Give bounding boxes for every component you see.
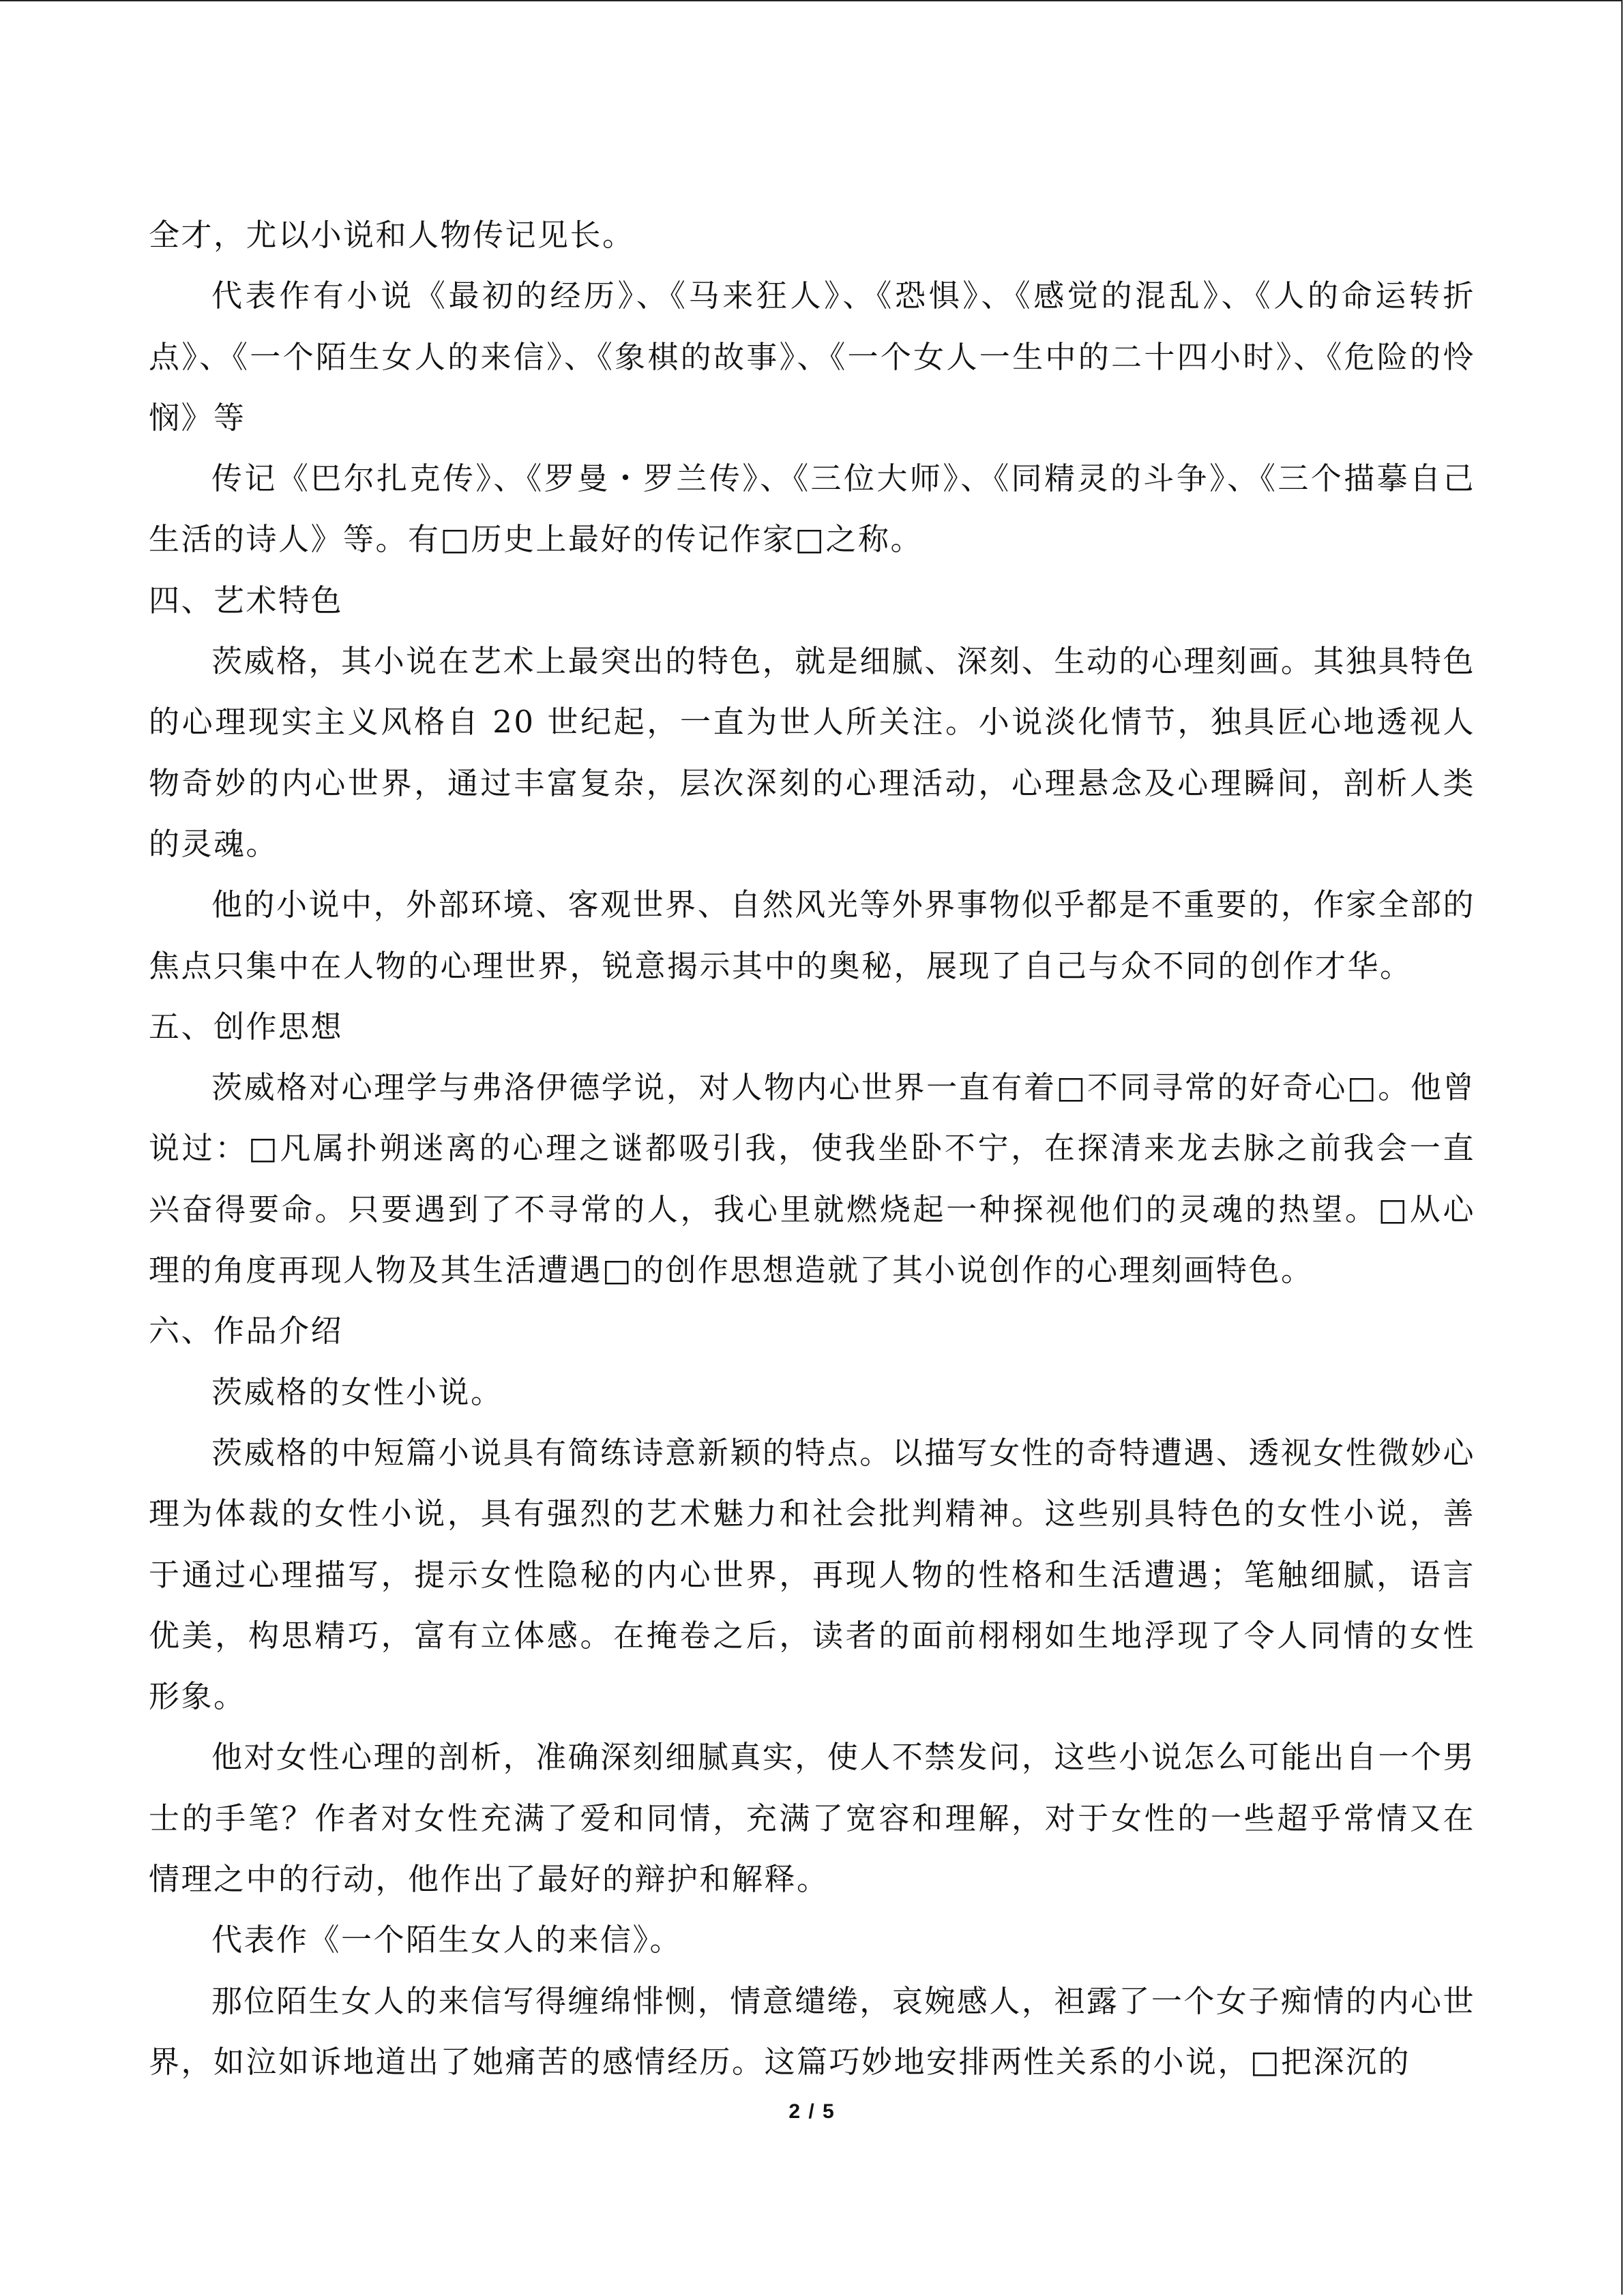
paragraph-biographies: 传记《巴尔扎克传》、《罗曼・罗兰传》、《三位大师》、《同精灵的斗争》、《三个描摹自己生活的诗人》等。有□历史上最好的传记作家□之称。 xyxy=(149,460,1475,558)
page-number: 2 / 5 xyxy=(788,2100,836,2123)
section-heading-artistic-features: 四、艺术特色 xyxy=(149,582,344,618)
paragraph-female-novels-2: 他对女性心理的剖析，准确深刻细腻真实，使人不禁发问，这些小说怎么可能出自一个男士的手笔？作者对女性充满了爱和同情，充满了宽容和理解，对于女性的一些超乎常情又在情理之中的行动，他作出了最好的辩护和解释。 xyxy=(149,1739,1475,1898)
document-body xyxy=(149,205,1475,2092)
section-heading-works-introduction: 六、作品介绍 xyxy=(149,1313,344,1350)
paragraph-letter-description: 那位陌生女人的来信写得缠绵悱恻，情意缱绻，哀婉感人，袒露了一个女子痴情的内心世界，如泣如诉地道出了她痛苦的感情经历。这篇巧妙地安排两性关系的小说，□把深沉的 xyxy=(149,1982,1475,2080)
paragraph-representative-work-title: 代表作《一个陌生女人的来信》。 xyxy=(211,1922,683,1958)
paragraph-representative-novels: 代表作有小说《最初的经历》、《马来狂人》、《恐惧》、《感觉的混乱》、《人的命运转折点》、《一个陌生女人的来信》、《象棋的故事》、《一个女人一生中的二十四小时》、《危险的怜悯》等 xyxy=(149,278,1475,436)
section-heading-creative-thought: 五、创作思想 xyxy=(149,1008,344,1045)
paragraph-female-novels-1: 茨威格的中短篇小说具有简练诗意新颖的特点。以描写女性的奇特遭遇、透视女性微妙心理为体裁的女性小说，具有强烈的艺术魅力和社会批判精神。这些别具特色的女性小说，善于通过心理描写，提示女性隐秘的内心世界，再现人物的性格和生活遭遇；笔触细腻，语言优美，构思精巧，富有立体感。在掩卷之后，读者的面前栩栩如生地浮现了令人同情的女性形象。 xyxy=(149,1434,1475,1715)
paragraph-creative-thought: 茨威格对心理学与弗洛伊德学说，对人物内心世界一直有着□不同寻常的好奇心□。他曾说过：□凡属扑朔迷离的心理之谜都吸引我，使我坐卧不宁，在探清来龙去脉之前我会一直兴奋得要命。只要遇到了不寻常的人，我心里就燃烧起一种探视他们的灵魂的热望。□从心理的角度再现人物及其生活遭遇□的创作思想造就了其小说创作的心理刻画特色。 xyxy=(149,1069,1475,1289)
paragraph-artistic-features-1: 茨威格，其小说在艺术上最突出的特色，就是细腻、深刻、生动的心理刻画。其独具特色的心理现实主义风格自 20 世纪起，一直为世人所关注。小说淡化情节，独具匠心地透视人物奇妙的内心世界，通过丰富复杂，层次深刻的心理活动，心理悬念及心理瞬间，剖析人类的灵魂。 xyxy=(149,643,1475,862)
paragraph-female-novels-title: 茨威格的女性小说。 xyxy=(211,1373,503,1410)
paragraph-intro-tail: 全才，尤以小说和人物传记见长。 xyxy=(149,217,635,253)
paragraph-artistic-features-2: 他的小说中，外部环境、客观世界、自然风光等外界事物似乎都是不重要的，作家全部的焦点只集中在人物的心理世界，锐意揭示其中的奥秘，展现了自己与众不同的创作才华。 xyxy=(149,886,1475,984)
